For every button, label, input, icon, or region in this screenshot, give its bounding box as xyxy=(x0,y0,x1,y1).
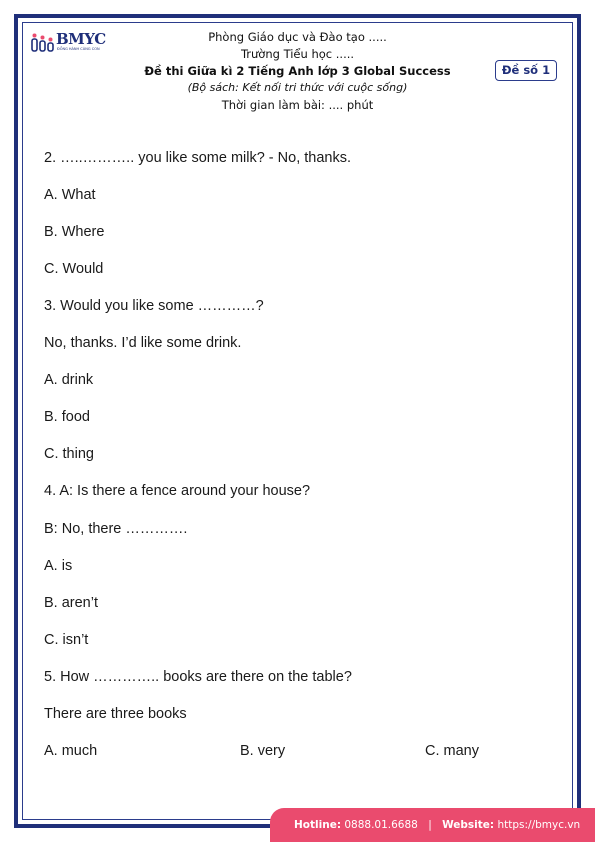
hotline-number: 0888.01.6688 xyxy=(344,819,418,831)
footer-separator: | xyxy=(428,819,432,831)
website-link[interactable]: https://bmyc.vn xyxy=(497,819,581,831)
option-2c: C. Would xyxy=(44,261,104,277)
exam-time: Thời gian làm bài: .... phút xyxy=(221,98,374,112)
option-4b: B. aren’t xyxy=(44,595,98,611)
question-5-statement: There are three books xyxy=(44,706,187,722)
exam-title: Đề thi Giữa kì 2 Tiếng Anh lớp 3 Global Success xyxy=(144,64,451,78)
book-series: (Bộ sách: Kết nối tri thức với cuộc sống) xyxy=(187,81,408,94)
logo-wordmark: BMYC xyxy=(56,30,106,48)
option-3c: C. thing xyxy=(44,446,94,462)
header-department: Phòng Giáo dục và Đào tạo ..... xyxy=(208,30,387,44)
hotline-label: Hotline: xyxy=(294,819,342,831)
question-3-response: No, thanks. I’d like some drink. xyxy=(44,335,242,351)
website-label: Website: xyxy=(442,819,495,831)
question-4-response: B: No, there …………. xyxy=(44,521,188,537)
logo-tagline: ĐỒNG HÀNH CÙNG CON xyxy=(57,47,100,51)
exam-number-badge: Đề số 1 xyxy=(495,60,557,81)
family-logo-icon xyxy=(31,31,55,53)
option-4c: C. isn’t xyxy=(44,632,89,648)
question-5: 5. How ………….. books are there on the table? xyxy=(44,669,352,685)
option-4a: A. is xyxy=(44,558,73,574)
option-3a: A. drink xyxy=(44,372,94,388)
bmyc-logo xyxy=(31,30,111,54)
option-5c: C. many xyxy=(425,743,479,759)
option-3b: B. food xyxy=(44,409,90,425)
question-4: 4. A: Is there a fence around your house? xyxy=(44,483,311,499)
header-school: Trường Tiểu học ..... xyxy=(240,47,355,61)
option-5a: A. much xyxy=(44,743,98,759)
option-2a: A. What xyxy=(44,187,96,203)
question-3: 3. Would you like some …………? xyxy=(44,298,264,314)
option-2b: B. Where xyxy=(44,224,105,240)
page-border-inner xyxy=(22,22,573,820)
option-5b: B. very xyxy=(240,743,286,759)
footer-contact-bar xyxy=(270,808,595,842)
question-2: 2. …..……….. you like some milk? - No, thanks. xyxy=(44,150,352,166)
